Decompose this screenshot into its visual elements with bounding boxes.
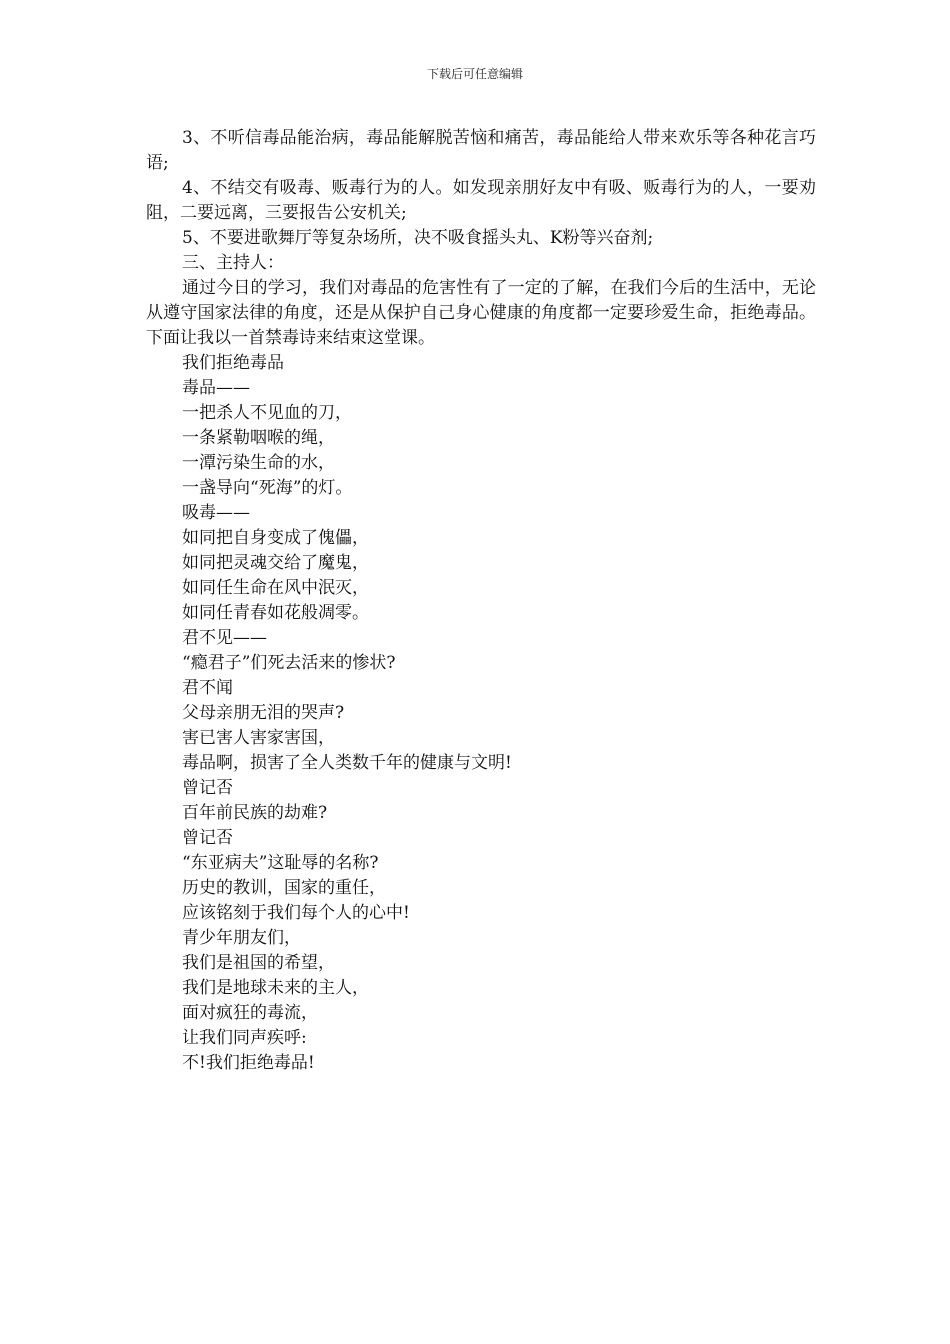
poem-line: 百年前民族的劫难?: [182, 803, 328, 823]
poem-line: 应该铭刻于我们每个人的心中!: [182, 903, 410, 923]
paragraph-item-5: 5、不要进歌舞厅等复杂场所，决不吸食摇头丸、K粉等兴奋剂;: [182, 228, 654, 248]
poem-line: “瘾君子”们死去活来的惨状?: [182, 653, 396, 673]
poem-line: 君不见——: [182, 628, 267, 648]
poem-line: 君不闻: [182, 678, 233, 698]
poem-title: 我们拒绝毒品: [182, 353, 284, 373]
poem-line: 一把杀人不见血的刀，: [182, 403, 352, 423]
poem-line: 一条紧勒咽喉的绳，: [182, 428, 335, 448]
poem-line: 父母亲朋无泪的哭声?: [182, 703, 345, 723]
poem-line: 吸毒——: [182, 503, 250, 523]
host-speech-paragraph: 通过今日的学习，我们对毒品的危害性有了一定的了解，在我们今后的生活中，无论从遵守国家法律的角度，还是从保护自己身心健康的角度都一定要珍爱生命，拒绝毒品。下面让我以一首禁毒诗来结束这堂课。: [146, 278, 816, 348]
poem-line: “东亚病夫”这耻辱的名称?: [182, 853, 379, 873]
poem-line: 害已害人害家害国，: [182, 728, 335, 748]
poem-line: 毒品啊，损害了全人类数千年的健康与文明!: [182, 753, 512, 773]
poem-line: 一盏导向“死海”的灯。: [182, 478, 353, 498]
poem-line: 不!我们拒绝毒品!: [182, 1053, 315, 1073]
poem-line: 让我们同声疾呼:: [182, 1028, 307, 1048]
document-body: [146, 126, 816, 1076]
poem-line: 如同任生命在风中泯灭，: [182, 578, 369, 598]
poem-line: 历史的教训，国家的重任，: [182, 878, 386, 898]
poem-line: 一潭污染生命的水，: [182, 453, 335, 473]
poem-line: 我们是地球未来的主人，: [182, 978, 369, 998]
poem: [146, 351, 816, 1076]
page-header: 下载后可任意编辑: [426, 67, 523, 81]
poem-line: 如同把灵魂交给了魔鬼，: [182, 553, 369, 573]
poem-line: 曾记否: [182, 828, 233, 848]
poem-line: 毒品——: [182, 378, 250, 398]
poem-line: 青少年朋友们，: [182, 928, 301, 948]
poem-line: 如同把自身变成了傀儡，: [182, 528, 369, 548]
poem-line: 我们是祖国的希望，: [182, 953, 335, 973]
poem-line: 面对疯狂的毒流，: [182, 1003, 318, 1023]
paragraph-item-4: 4、不结交有吸毒、贩毒行为的人。如发现亲朋好友中有吸、贩毒行为的人，一要劝阻，二要远离，三要报告公安机关;: [146, 178, 816, 223]
poem-line: 曾记否: [182, 778, 233, 798]
section-heading-host: 三、主持人：: [182, 253, 284, 273]
paragraph-item-3: 3、不听信毒品能治病，毒品能解脱苦恼和痛苦，毒品能给人带来欢乐等各种花言巧语;: [146, 128, 816, 173]
poem-line: 如同任青春如花般凋零。: [182, 603, 369, 623]
